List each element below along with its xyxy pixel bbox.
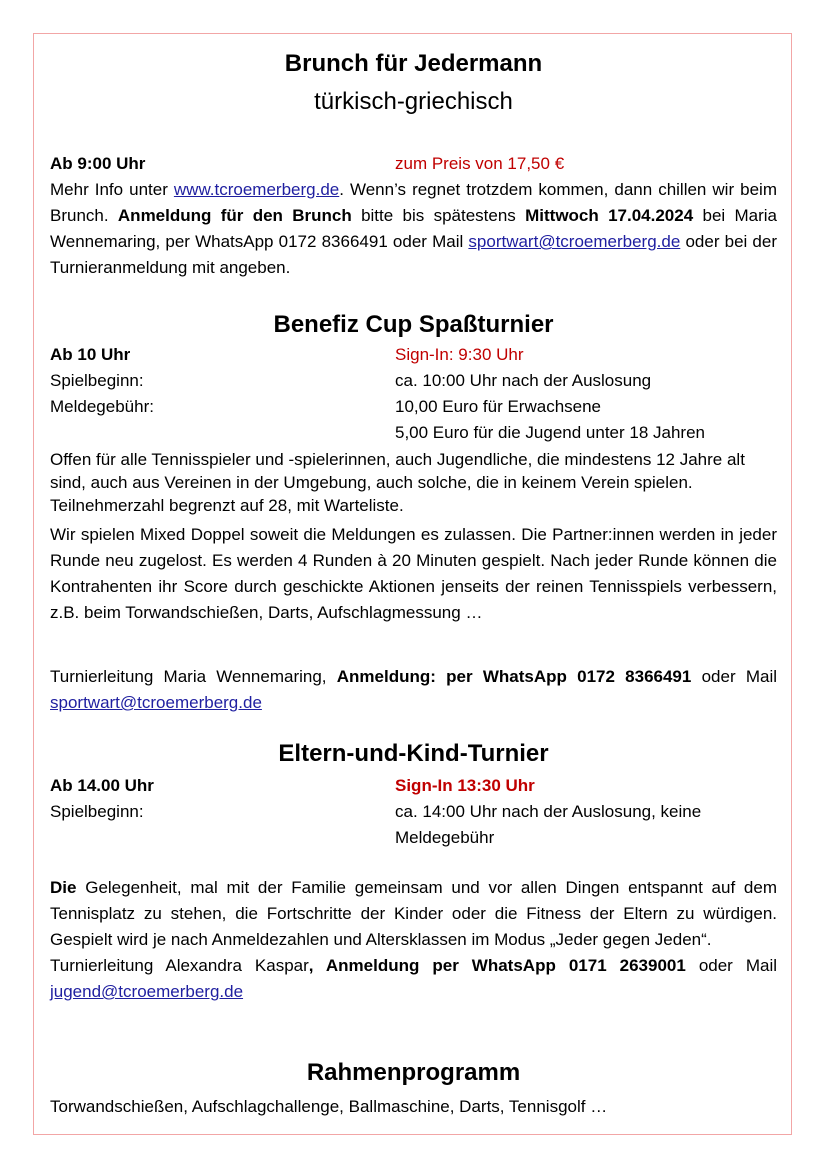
rahmen-text: Torwandschießen, Aufschlagchallenge, Ballmaschine, Darts, Tennisgolf … [50,1097,608,1116]
benefiz-start-label: Spielbeginn: [50,371,144,390]
benefiz-lead-text: Turnierleitung Maria Wennemaring, [50,667,337,686]
eltern-start-label: Spielbeginn: [50,802,144,821]
benefiz-fee-youth: 5,00 Euro für die Jugend unter 18 Jahren [395,423,705,442]
eltern-description [50,875,777,1005]
eltern-desc-bold: Die [50,878,77,897]
brunch-info-text: . Wenn’s regnet trotzdem kommen, dann chillen wir beim Brunch. [50,180,777,225]
benefiz-rules-text: Wir spielen Mixed Doppel soweit die Meldungen es zulassen. Die Partner:innen werden in jeder Runde neu zugelost. Es werden 4 Runden à 20 Minuten gespielt. Nach jeder Runde können die Kontrahenten ihr Score durch geschickte Aktionen jenseits der reinen Tennisspiels verbessern, z.B. beim Torwandschießen, Darts, Aufschlagmessung … [50,525,777,622]
sportwart-mail-link-2[interactable]: sportwart@tcroemerberg.de [50,693,262,712]
eltern-time: Ab 14.00 Uhr [50,776,154,795]
benefiz-fee-adults: 10,00 Euro für Erwachsene [395,397,602,416]
benefiz-start-value: ca. 10:00 Uhr nach der Auslosung [395,371,652,390]
brunch-info-text: bei Maria Wennemaring, per WhatsApp 0172 8366491 oder Mail [50,206,778,251]
benefiz-lead [50,664,777,716]
brunch-time: Ab 9:00 Uhr [50,154,146,173]
eltern-signin: Sign-In 13:30 Uhr [395,776,535,795]
benefiz-registration: Anmeldung: per WhatsApp 0172 8366491 [336,667,692,686]
benefiz-open-text: Offen für alle Tennisspieler und -spielerinnen, auch Jugendliche, die mindestens 12 Jahre alt sind, auch aus Vereinen in der Umgebung, auch solche, die in keinem Verein spielen. Teilnehmerzahl begrenzt auf 28, mit Warteliste. [50,450,745,515]
rahmen-title: Rahmenprogramm [306,1059,521,1086]
jugend-mail-link[interactable]: jugend@tcroemerberg.de [50,982,244,1001]
brunch-deadline: Mittwoch 17.04.2024 [525,206,694,225]
eltern-lead-text: Turnierleitung Alexandra Kaspar [50,956,309,975]
benefiz-fee-label: Meldegebühr: [50,397,154,416]
benefiz-time: Ab 10 Uhr [50,345,131,364]
eltern-registration: , Anmeldung per WhatsApp 0171 2639001 [308,956,686,975]
website-link[interactable]: www.tcroemerberg.de [173,180,340,199]
brunch-info-text: Mehr Info unter [50,180,174,199]
eltern-title: Eltern-und-Kind-Turnier [278,740,549,767]
brunch-title: Brunch für Jedermann [284,50,543,77]
benefiz-lead-text: oder Mail [691,667,778,686]
sportwart-mail-link[interactable]: sportwart@tcroemerberg.de [468,232,681,251]
benefiz-signin: Sign-In: 9:30 Uhr [395,345,524,364]
brunch-info-text: bitte bis spätestens [351,206,526,225]
brunch-registration-label: Anmeldung für den Brunch [117,206,352,225]
brunch-info-text: oder bei der Turnieranmeldung mit angeben. [50,232,778,277]
eltern-start-value-2: Meldegebühr [395,828,495,847]
eltern-desc-text: Gelegenheit, mal mit der Familie gemeinsam und vor allen Dingen entspannt auf dem Tennisplatz zu stehen, die Fortschritte der Kinder oder die Fitness der Eltern zu würdigen. Gespielt wird je nach Anmeldezahlen und Altersklassen im Modus „Jeder gegen Jeden“. [50,878,777,949]
brunch-subtitle: türkisch-griechisch [314,88,513,115]
benefiz-title: Benefiz Cup Spaßturnier [273,311,554,338]
eltern-start-value-1: ca. 14:00 Uhr nach der Auslosung, keine [395,802,702,821]
eltern-lead-text: oder Mail [685,956,778,975]
brunch-info [50,177,777,281]
brunch-price: zum Preis von 17,50 € [395,154,565,173]
